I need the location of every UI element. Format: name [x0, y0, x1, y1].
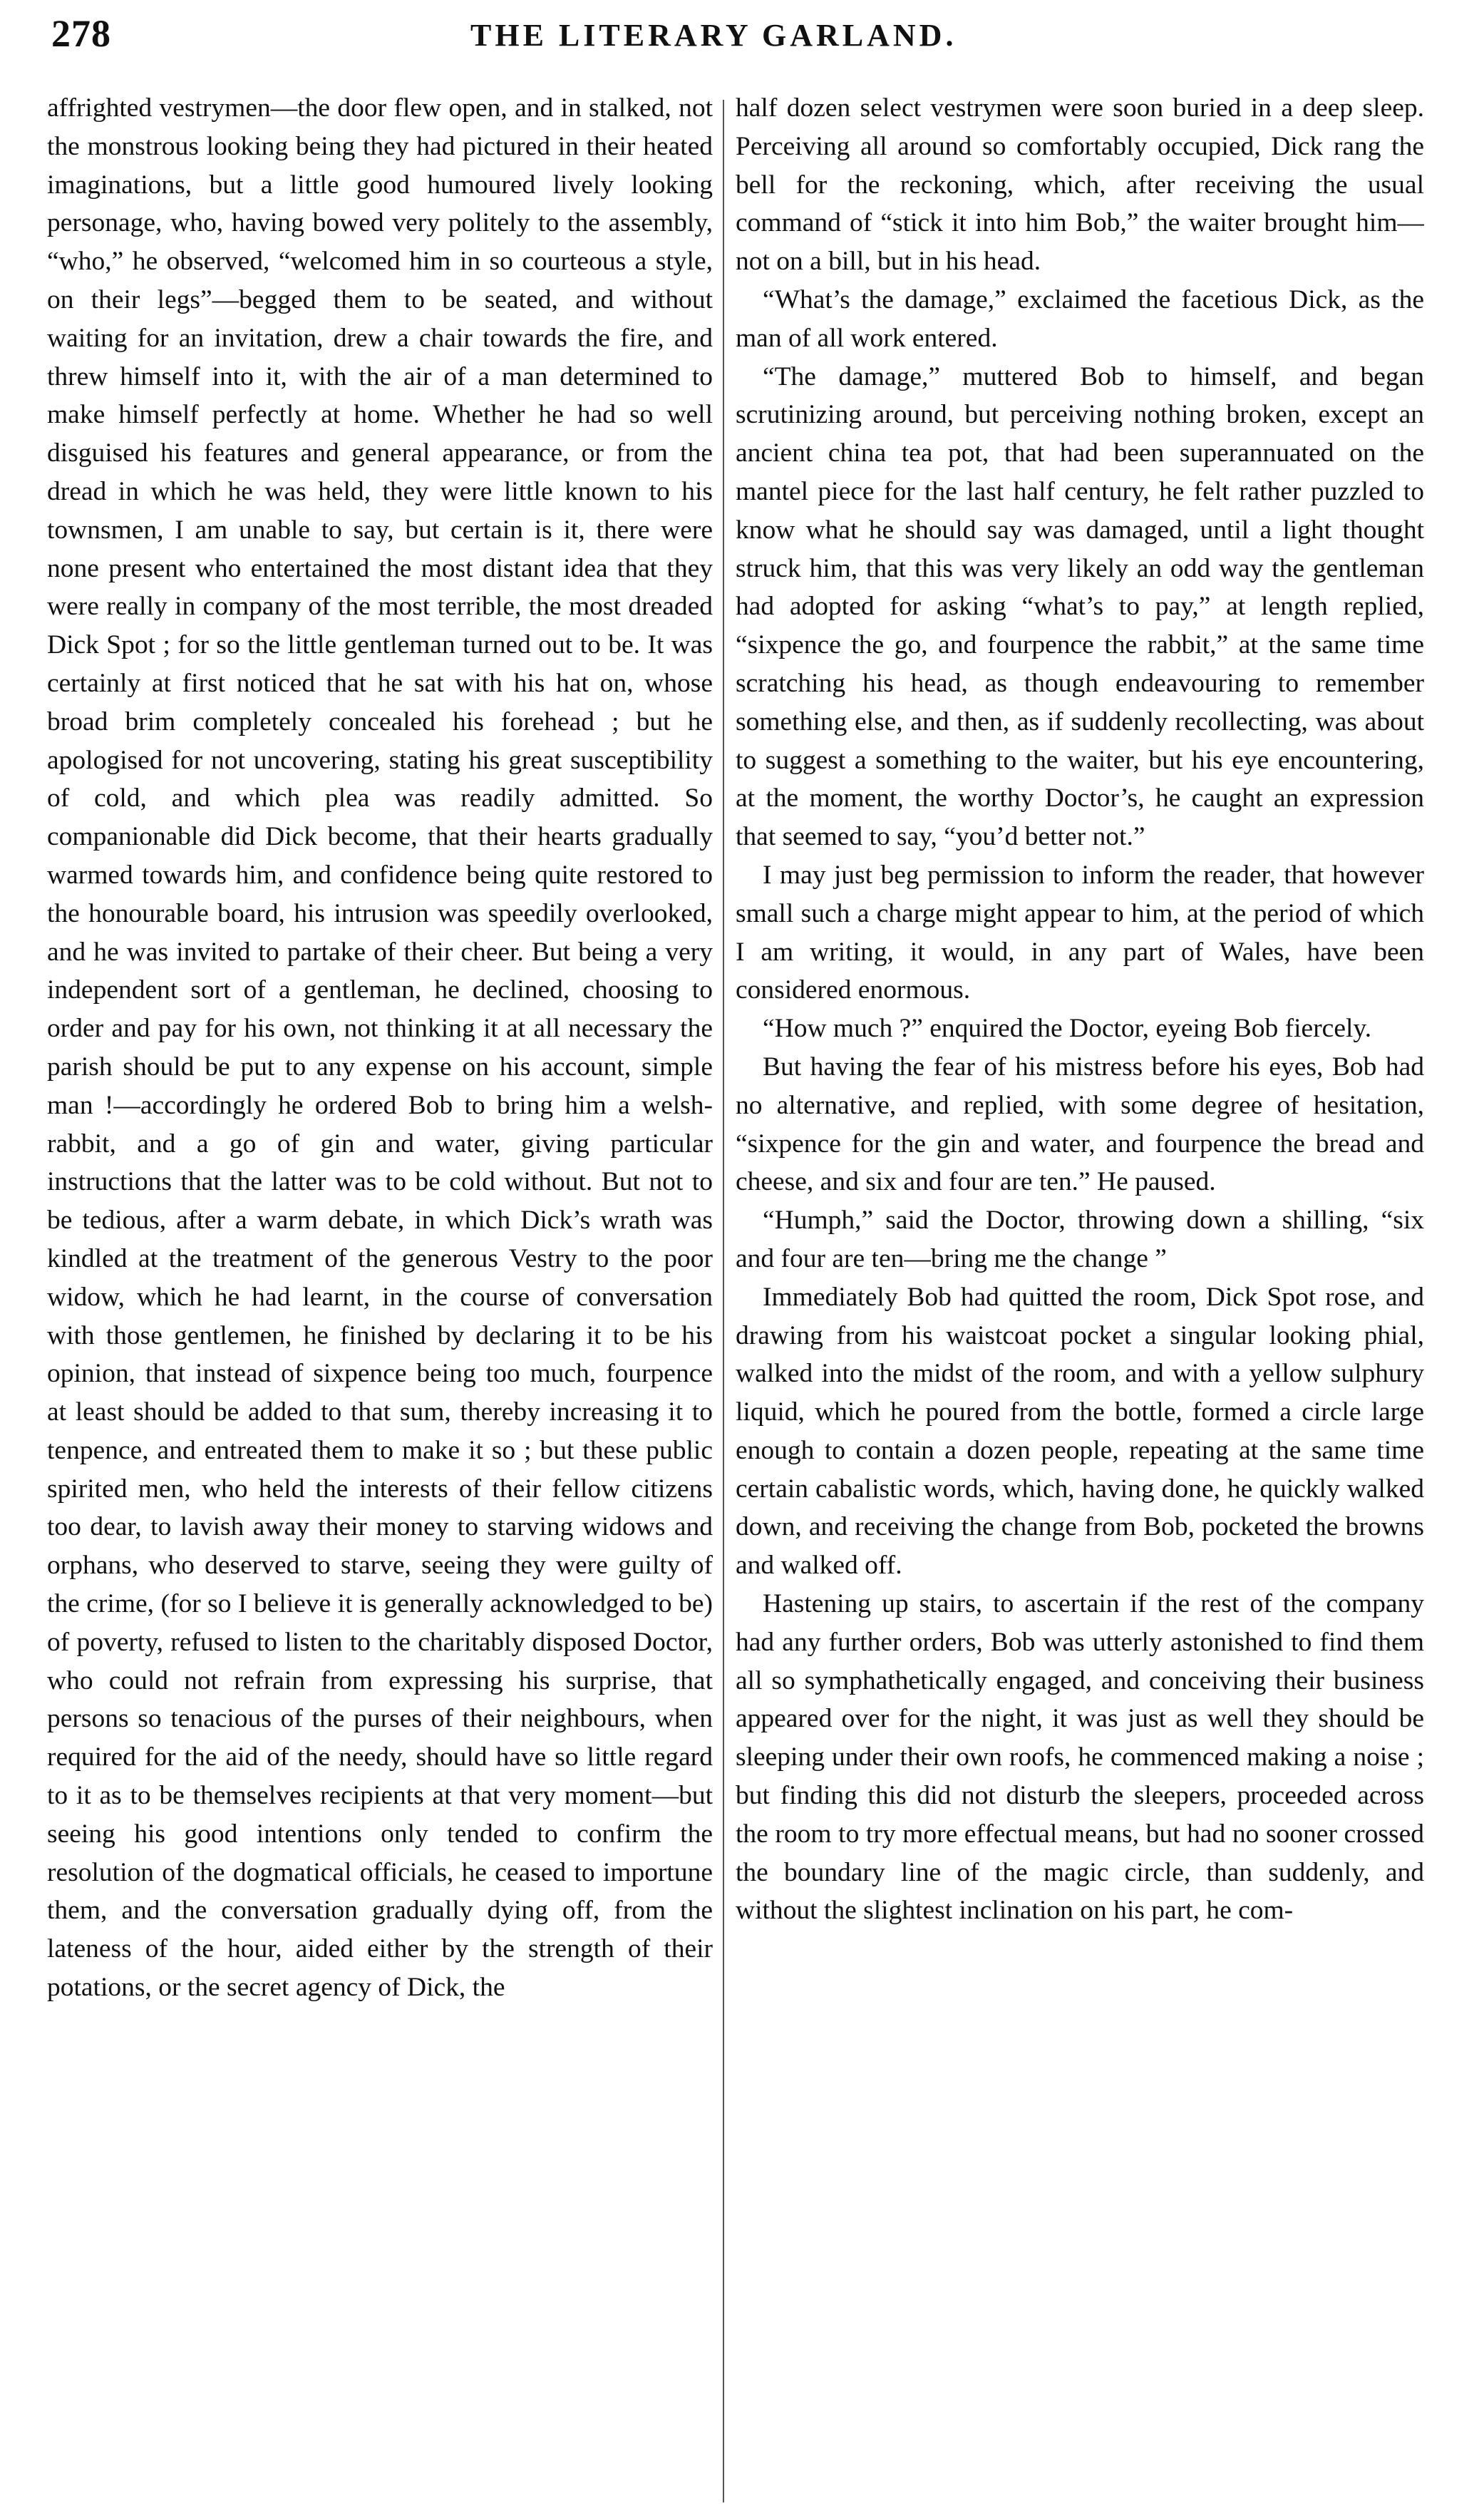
page-number: 278 — [51, 12, 111, 55]
paragraph: “How much ?” enquired the Doctor, eyeing Bob fiercely. — [763, 1014, 1372, 1044]
paragraph: But having the fear of his mistress before his eyes, Bob had no alternative, and replied, with some degree of hesitation, “sixpence for the gin and water, and fourpence the bread and cheese, and six and four are ten.” He paused. — [736, 1052, 1424, 1197]
paragraph: affrighted vestrymen—the door flew open, and in stalked, not the monstrous looking being they had pictured in their heated imaginations, but a little good humoured lively looking personage, who, having bowed very politely to the assembly, “who,” he observed, “welcomed him in so courteous a style, on their legs”—begged them to be seated, and without waiting for an invitation, drew a chair towards the fire, and threw himself into it, with the air of a man determined to make himself perfectly at home. Whether he had so well disguised his features and general appearance, or from the dread in which he was held, they were little known to his townsmen, I am unable to say, but certain is it, there were none present who entertained the most distant idea that they were really in company of the most terrible, the most dreaded Dick Spot ; for so the little gentleman turned out to be. It was certainly at first noticed that he sat with his hat on, whose broad brim completely concealed his forehead ; but he apologised for not uncovering, stating his great susceptibility of cold, and which plea was readily admitted. So companionable did Dick become, that their hearts gradually warmed towards him, and confidence being quite restored to the honourable board, his intrusion was speedily overlooked, and he was invited to partake of their cheer. But being a very independent sort of a gentleman, he declined, choosing to order and pay for his own, not thinking it at all necessary the parish should be put to any expense on his account, simple man !—accordingly he ordered Bob to bring him a welsh-rabbit, and a go of gin and water, giving particular instructions that the latter was to be cold without. But not to be tedious, after a warm debate, in which Dick’s wrath was kindled at the treatment of the generous Vestry to the poor widow, which he had learnt, in the course of conversation with those gentlemen, he finished by declaring it to be his opinion, that instead of sixpence being too much, fourpence at least should be added to that sum, thereby increasing it to tenpence, and entreated them to make it so ; but these public spirited men, who held the interests of their fellow citizens too dear, to lavish away their money to starving widows and orphans, who deserved to starve, seeing they were guilty of the crime, (for so I believe it is generally acknowledged to be) of poverty, refused to listen to the charitably disposed Doctor, who could not refrain from expressing his surprise, that persons so tenacious of the purses of their neighbours, when required for the aid of the needy, should have so little regard to it as to be themselves recipients at that very moment—but seeing his good intentions only tended to confirm the resolution of the dogmatical officials, he ceased to importune them, and the conversation gradually dying off, from the lateness of the hour, aided either by the strength of their potations, or the secret agency of Dick, the — [47, 93, 713, 2003]
right-column — [736, 89, 1424, 2502]
paragraph: “Humph,” said the Doctor, throwing down a shilling, “six and four are ten—bring me the change ” — [736, 1206, 1424, 1273]
running-title: THE LITERARY GARLAND. — [470, 18, 957, 53]
page-header — [29, 7, 1454, 71]
paragraph: “What’s the damage,” exclaimed the facetious Dick, as the man of all work entered. — [736, 284, 1424, 353]
paragraph: Immediately Bob had quitted the room, Dick Spot rose, and drawing from his waistcoat pocket a singular looking phial, walked into the midst of the room, and with a yellow sulphury liquid, which he poured from the bottle, formed a circle large enough to contain a dozen people, repeating at the same time certain cabalistic words, which, having done, he quickly walked down, and receiving the change from Bob, pocketed the browns and walked off. — [736, 1282, 1424, 1581]
column-divider — [723, 100, 724, 2502]
paragraph: Hastening up stairs, to ascertain if the rest of the company had any further orders, Bob was utterly astonished to find them all so symphathetically engaged, and conceiving their business appeared over for the night, it was just as well they should be sleeping under their own roofs, he commenced making a noise ; but finding this did not disturb the sleepers, proceeded across the room to try more effectual means, but had no sooner crossed the boundary line of the magic circle, than suddenly, and without the slightest inclination on his part, he com- — [736, 1589, 1424, 1926]
paragraph: “The damage,” muttered Bob to himself, and began scrutinizing around, but perceiving nothing broken, except an ancient china tea pot, that had been superannuated on the mantel piece for the last half century, he felt rather puzzled to know what he should say was damaged, until a light thought struck him, that this was very likely an odd way the gentleman had adopted for asking “what’s to pay,” at length replied, “sixpence the go, and fourpence the rabbit,” at the same time scratching his head, as though endeavouring to remember something else, and then, as if suddenly recollecting, was about to suggest a something to the waiter, but his eye encountering, at the moment, the worthy Doctor’s, he caught an expression that seemed to say, “you’d better not.” — [736, 361, 1424, 852]
left-column — [47, 89, 713, 2502]
paragraph: half dozen select vestrymen were soon buried in a deep sleep. Perceiving all around so comfortably occupied, Dick rang the bell for the reckoning, which, after receiving the usual command of “stick it into him Bob,” the waiter brought him—not on a bill, but in his head. — [736, 93, 1424, 277]
paragraph: I may just beg permission to inform the reader, that however small such a charge might appear to him, at the period of which I am writing, it would, in any part of Wales, have been considered enormous. — [736, 860, 1424, 1005]
